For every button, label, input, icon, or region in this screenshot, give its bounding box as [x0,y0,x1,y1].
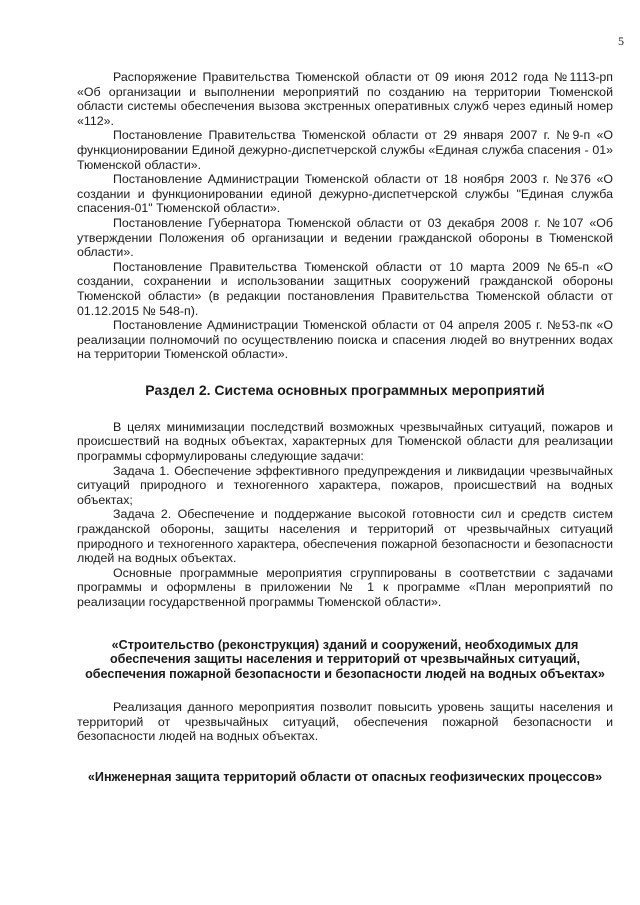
legal-act-paragraph: Постановление Правительства Тюменской области от 29 января 2007 г. №9-п «О функционировании Единой дежурно-диспетчерской службы «Единая служба спасения - 01» Тюменской области». [77,128,613,172]
legal-act-paragraph: Постановление Губернатора Тюменской области от 03 декабря 2008 г. №107 «Об утверждении Положения об организации и ведении гражданской обороны в Тюменской области». [77,215,613,260]
measure-heading: «Строительство (реконструкция) зданий и сооружений, необходимых для обеспечения защиты населения и территорий от чрезвычайных ситуаций, обеспечения пожарной безопасности и безопасности людей на водных объектах» [85,637,605,682]
task-paragraph: Задача 1. Обеспечение эффективного предупреждения и ликвидации чрезвычайных ситуаций природного и техногенного характера, пожаров, происшествий на водных объектах; [77,463,613,507]
legal-act-paragraph: Постановление Правительства Тюменской области от 10 марта 2009 №65-п «О создании, сохранении и использовании защитных сооружений гражданской обороны Тюменской области» (в редакции постановления Правительства Тюменской области от 01.12.2015 № 548-п). [77,259,613,318]
measure-paragraph: Реализация данного мероприятия позволит повысить уровень защиты населения и территорий от чрезвычайных ситуаций, обеспечения пожарной безопасности и безопасности людей на водных объектах. [77,699,613,744]
section-paragraph: Основные программные мероприятия сгруппированы в соответствии с задачами программы и оформлены в приложении № 1 к программе «План мероприятий по реализации государственной программы Тюменской области». [77,565,613,609]
section-paragraph: В целях минимизации последствий возможных чрезвычайных ситуаций, пожаров и происшествий на водных объектах, характерных для Тюменской области для реализации программы сформулированы следующие задачи: [77,419,613,464]
legal-act-paragraph: Постановление Администрации Тюменской области от 04 апреля 2005 г. №53-пк «О реализации полномочий по осуществлению поиска и спасения людей во внутренних водах на территории Тюменской области». [77,318,613,362]
section-body [77,420,613,610]
task-paragraph: Задача 2. Обеспечение и поддержание высокой готовности сил и средств систем гражданской обороны, защиты населения и территорий от чрезвычайных ситуаций природного и техногенного характера, обеспечения пожарной безопасности и безопасности людей на водных объектах. [77,507,613,566]
legal-act-paragraph: Постановление Администрации Тюменской области от 18 ноября 2003 г. №376 «О создании и функционировании единой дежурно-диспетчерской службы "Единая служба спасения-01" Тюменской области». [77,172,613,216]
section-heading: Раздел 2. Система основных программных мероприятий [145,381,545,398]
page-number: 5 [618,34,624,48]
legal-acts-list [77,70,613,362]
page-content [77,70,613,785]
legal-act-paragraph: Распоряжение Правительства Тюменской области от 09 июня 2012 года №1113-рп «Об организации и выполнении мероприятий по созданию на территории Тюменской области системы обеспечения вызова экстренных оперативных служб через единый номер «112». [77,70,613,128]
measure-heading: «Инженерная защита территорий области от опасных геофизических процессов» [87,769,603,784]
